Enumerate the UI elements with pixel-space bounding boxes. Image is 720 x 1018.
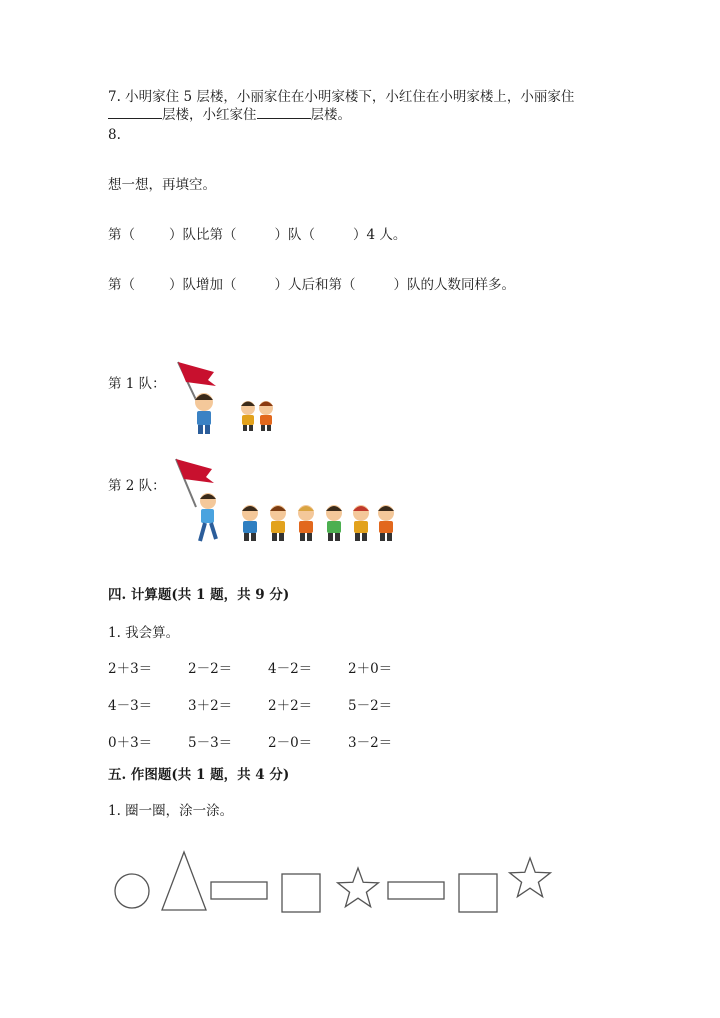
section5-q1: 1. 圈一圈，涂一涂。 — [108, 803, 234, 819]
circle-icon[interactable] — [115, 874, 149, 908]
q8-row1-d: ）4 人。 — [353, 227, 407, 243]
child-figure — [378, 505, 394, 541]
child-figure — [242, 505, 258, 541]
answer-blank[interactable] — [257, 106, 311, 119]
child-figure-leader — [195, 393, 213, 434]
answer-blank[interactable] — [108, 106, 162, 119]
team2-label: 第 2 队： — [108, 478, 166, 494]
square-icon[interactable] — [282, 874, 320, 912]
q8-row1-a: 第（ — [108, 227, 135, 243]
section4-q1: 1. 我会算。 — [108, 625, 180, 641]
child-figure — [241, 401, 255, 431]
q8-row2-d: ）队的人数同样多。 — [393, 277, 515, 293]
q8-row2-b: ）队增加（ — [169, 277, 237, 293]
calc-item: 2－2＝ — [188, 661, 233, 677]
q7-line2-a: 层楼，小红家住 — [162, 107, 257, 123]
team1-label: 第 1 队： — [108, 376, 166, 392]
rectangle-icon[interactable] — [211, 882, 267, 899]
rectangle-icon[interactable] — [388, 882, 444, 899]
team1-illustration — [168, 358, 288, 438]
q8-prompt: 想一想，再填空。 — [108, 177, 216, 193]
q7-line2-b: 层楼。 — [310, 107, 351, 123]
calc-item: 5－2＝ — [348, 698, 393, 714]
calc-item: 2－0＝ — [268, 735, 313, 751]
child-figure — [259, 401, 273, 431]
q8-row2-a: 第（ — [108, 277, 135, 293]
child-figure — [270, 505, 286, 541]
square-icon[interactable] — [459, 874, 497, 912]
calc-item: 0＋3＝ — [108, 735, 153, 751]
calc-item: 2＋2＝ — [268, 698, 313, 714]
triangle-icon[interactable] — [162, 852, 206, 910]
child-figure-leader — [200, 493, 216, 541]
child-figure — [298, 505, 314, 541]
section4-title: 四. 计算题(共 1 题，共 9 分) — [108, 587, 290, 603]
q8-row1-c: ）队（ — [274, 227, 315, 243]
q7-line2 — [108, 106, 351, 124]
q8-row1 — [108, 226, 406, 244]
team2-illustration — [168, 455, 400, 549]
section5-title: 五. 作图题(共 1 题，共 4 分) — [108, 767, 290, 783]
star-icon[interactable] — [338, 868, 379, 907]
child-figure — [326, 505, 342, 541]
q8-row1-b: ）队比第（ — [169, 227, 237, 243]
child-figure — [353, 505, 369, 541]
calc-item: 5－3＝ — [188, 735, 233, 751]
calc-item: 4－3＝ — [108, 698, 153, 714]
q8-row2 — [108, 276, 515, 294]
calc-item: 4－2＝ — [268, 661, 313, 677]
calc-item: 2＋3＝ — [108, 661, 153, 677]
shapes-row — [110, 848, 570, 920]
calc-item: 3－2＝ — [348, 735, 393, 751]
calc-item: 2＋0＝ — [348, 661, 393, 677]
q7-line1: 7. 小明家住 5 层楼，小丽家住在小明家楼下，小红住在小明家楼上，小丽家住 — [108, 89, 575, 105]
q8-row2-c: ）人后和第（ — [274, 277, 356, 293]
star-icon[interactable] — [510, 858, 551, 897]
calc-item: 3＋2＝ — [188, 698, 233, 714]
q8-number: 8. — [108, 127, 121, 143]
